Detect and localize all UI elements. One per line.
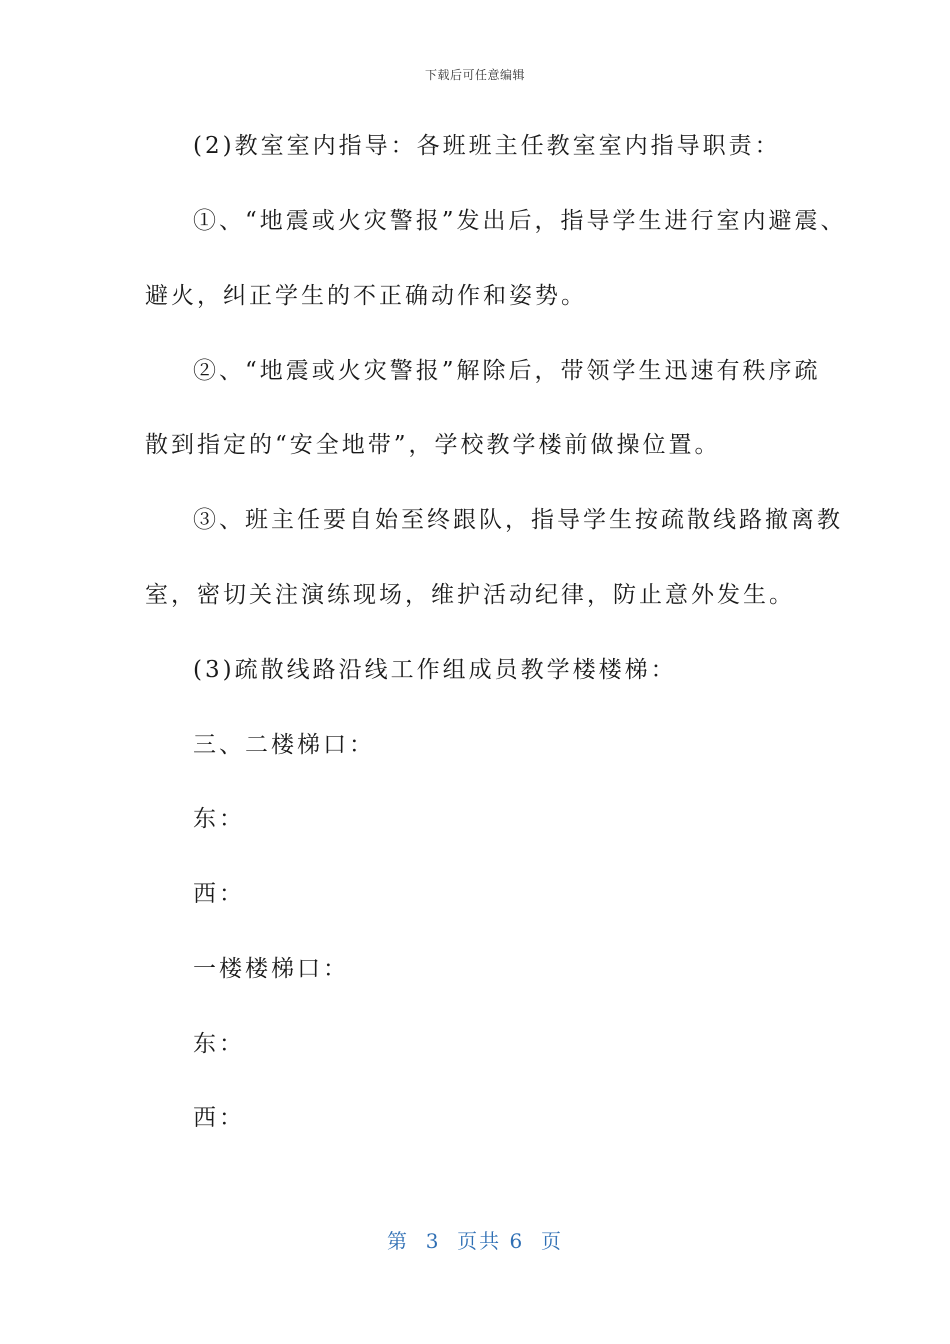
paragraph-line: 室，密切关注演练现场，维护活动纪律，防止意外发生。 bbox=[145, 582, 795, 608]
paragraph-line: 西： bbox=[193, 1105, 245, 1131]
paragraph-line: 一楼楼梯口： bbox=[193, 956, 349, 982]
page-number-footer bbox=[0, 1225, 950, 1254]
page-header: 下载后可任意编辑 bbox=[424, 68, 525, 82]
paragraph-line: (2)教室室内指导：各班班主任教室室内指导职责： bbox=[193, 133, 781, 159]
paragraph-line: 散到指定的“安全地带”，学校教学楼前做操位置。 bbox=[145, 432, 721, 458]
paragraph-line: ②、“地震或火灾警报”解除后，带领学生迅速有秩序疏 bbox=[193, 358, 821, 384]
paragraph-line: 避火，纠正学生的不正确动作和姿势。 bbox=[145, 283, 587, 309]
paragraph-line: (3)疏散线路沿线工作组成员教学楼楼梯： bbox=[193, 657, 677, 683]
paragraph-line: ③、班主任要自始至终跟队，指导学生按疏散线路撤离教 bbox=[193, 507, 843, 533]
paragraph-line: 西： bbox=[193, 881, 245, 907]
page-number-text: 第 3 页共 6 页 bbox=[387, 1229, 563, 1253]
paragraph-line: 东： bbox=[193, 806, 245, 832]
paragraph-line: 东： bbox=[193, 1031, 245, 1057]
paragraph-line: ①、“地震或火灾警报”发出后，指导学生进行室内避震、 bbox=[193, 208, 847, 234]
paragraph-line: 三、二楼梯口： bbox=[193, 732, 375, 758]
